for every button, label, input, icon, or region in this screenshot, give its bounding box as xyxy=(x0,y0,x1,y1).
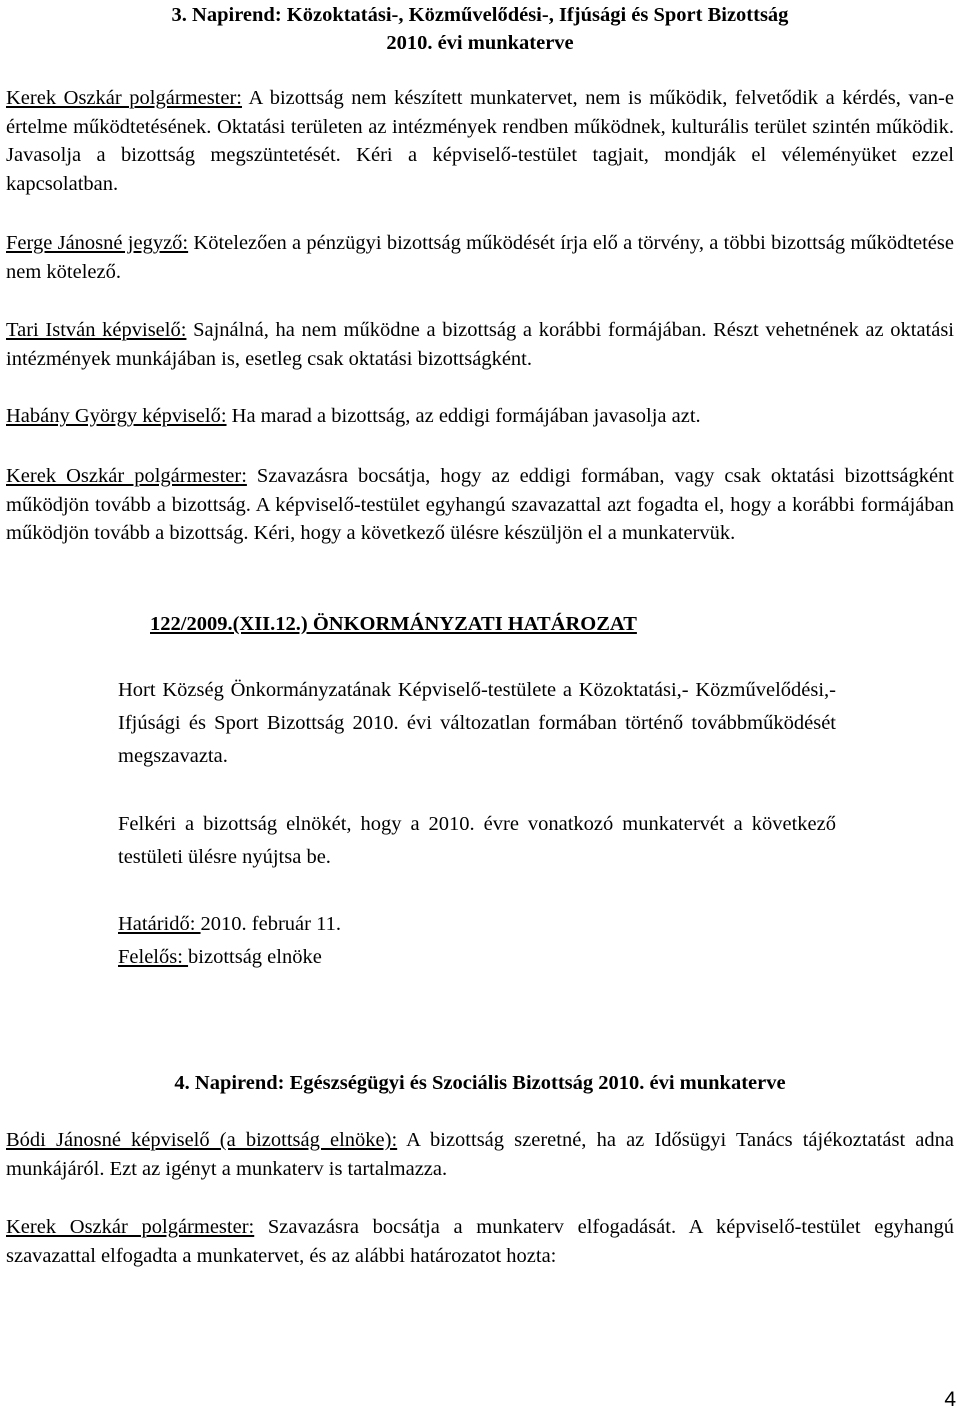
resolution-responsible xyxy=(118,942,322,972)
resolution-body-1: Hort Község Önkormányzatának Képviselő-testülete a Közoktatási,- Közművelődési,- Ifjúsági és Sport Bizottság 2010. évi változatlan formában történő továbbműködését megszavazta. xyxy=(118,679,836,767)
resolution-body-2: Felkéri a bizottság elnökét, hogy a 2010. évre vonatkozó munkatervét a következő testületi ülésre nyújtsa be. xyxy=(118,813,836,868)
section-3-title-line-2: 2010. évi munkaterve xyxy=(386,32,574,54)
responsible-label: Felelős: xyxy=(118,946,189,968)
paragraph-mayor-1 xyxy=(6,84,954,198)
responsible-value: bizottság elnöke xyxy=(188,946,322,968)
paragraph-bodi xyxy=(6,1126,954,1183)
paragraph-text: Kötelezően a pénzügyi bizottság működését írja elő a törvény, a többi bizottság működtetése nem kötelező. xyxy=(6,232,954,283)
paragraph-notary xyxy=(6,229,954,286)
paragraph-mayor-3 xyxy=(6,1213,954,1270)
speaker-name: Kerek Oszkár polgármester: xyxy=(6,1216,255,1238)
paragraph-text: Sajnálná, ha nem működne a bizottság a korábbi formájában. Részt vehetnének az oktatási intézmények munkájában is, esetleg csak oktatási bizottságként. xyxy=(6,319,955,370)
speaker-name: Ferge Jánosné jegyző: xyxy=(6,232,189,254)
section-4-title: 4. Napirend: Egészségügyi és Szociális Bizottság 2010. évi munkaterve xyxy=(174,1072,786,1094)
speaker-name: Kerek Oszkár polgármester: xyxy=(6,87,242,109)
paragraph-text: Szavazásra bocsátja, hogy az eddigi formában, vagy csak oktatási bizottságként működjön tovább a bizottság. A képviselő-testület egyhangú szavazattal azt fogadta el, hogy a korábbi formájában működjön tovább a bizottság. Kéri, hogy a következő ülésre készüljön el a munkatervük. xyxy=(6,465,954,544)
paragraph-text: A bizottság szeretné, ha az Idősügyi Tanács tájékoztatást adna munkájáról. Ezt az igényt a munkaterv is tartalmazza. xyxy=(6,1129,954,1180)
paragraph-text: A bizottság nem készített munkatervet, nem is működik, felvetődik a kérdés, van-e értelme működtetésének. Oktatási területen az intézmények rendben működnek, kulturális terület szintén működik. Javasolja a bizottság megszüntetését. Kéri a képviselő-testület tagjait, mondják el véleményüket ezzel kapcsolatban. xyxy=(6,87,954,195)
page-number: 4 xyxy=(944,1388,956,1411)
deadline-value: 2010. február 11. xyxy=(200,913,341,935)
speaker-name: Habány György képviselő: xyxy=(6,405,227,427)
resolution-deadline xyxy=(118,909,341,939)
paragraph-mayor-2 xyxy=(6,462,954,548)
speaker-name: Bódi Jánosné képviselő (a bizottság elnöke): xyxy=(6,1129,398,1151)
deadline-label: Határidő: xyxy=(118,913,201,935)
section-3-title-line-1: 3. Napirend: Közoktatási-, Közművelődési-, Ifjúsági és Sport Bizottság xyxy=(171,4,789,26)
paragraph-text: Ha marad a bizottság, az eddigi formájában javasolja azt. xyxy=(226,405,701,427)
paragraph-habany xyxy=(6,402,954,431)
paragraph-tari xyxy=(6,316,954,373)
resolution-title: 122/2009.(XII.12.) ÖNKORMÁNYZATI HATÁROZAT xyxy=(150,613,637,635)
speaker-name: Kerek Oszkár polgármester: xyxy=(6,465,247,487)
speaker-name: Tari István képviselő: xyxy=(6,319,187,341)
paragraph-text: Szavazásra bocsátja a munkaterv elfogadását. A képviselő-testület egyhangú szavazattal elfogadta a munkatervet, és az alábbi határozatot hozta: xyxy=(6,1216,954,1267)
